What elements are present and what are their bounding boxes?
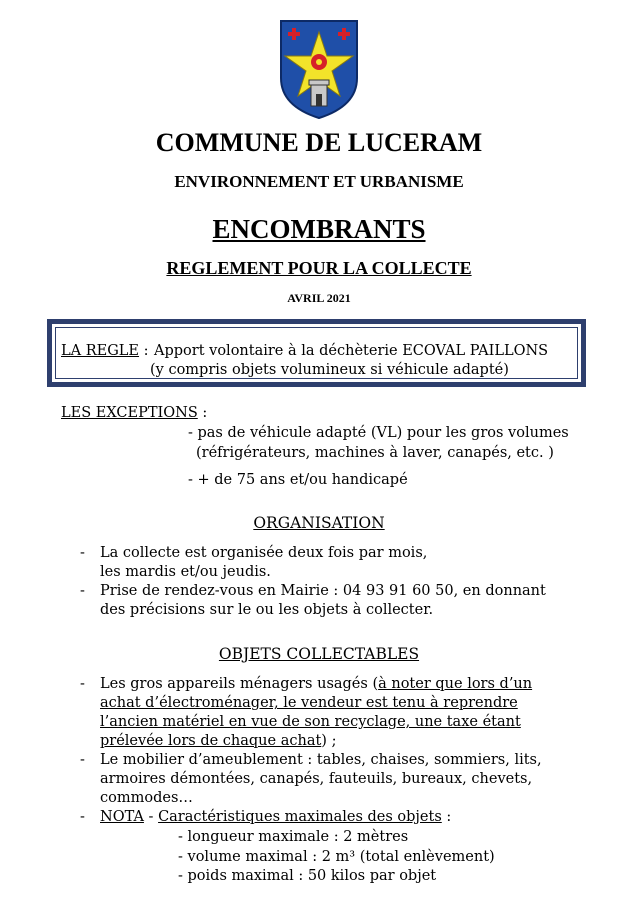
rule-label-line <box>61 342 149 360</box>
objets-1-line-1-plain: Les gros appareils ménagers usagés ( <box>100 676 379 692</box>
objets-heading: OBJETS COLLECTABLES <box>218 645 420 663</box>
nota-line <box>100 808 451 826</box>
objets-2-line-3: commodes… <box>100 790 193 806</box>
objets-dash-3: - <box>80 809 85 825</box>
objets-2-line-2: armoires démontées, canapés, fauteuils, bureaux, chevets, <box>100 771 533 787</box>
organisation-2-line-1: Prise de rendez-vous en Mairie : 04 93 91 60 50, en donnant <box>100 583 546 599</box>
objets-dash-2: - <box>80 752 85 768</box>
document-date: AVRIL 2021 <box>287 291 351 305</box>
exception-2: - + de 75 ans et/ou handicapé <box>188 472 408 488</box>
commune-name: COMMUNE DE LUCERAM <box>155 128 483 157</box>
organisation-2-line-2: des précisions sur le ou les objets à collecter. <box>100 602 434 618</box>
objets-1-line-4-underlined: prélevée lors de chaque achat <box>100 733 322 749</box>
organisation-1-line-1: La collecte est organisée deux fois par mois, <box>100 545 428 561</box>
exceptions-label-line <box>61 404 207 422</box>
objets-1-line-4-plain: ) ; <box>321 733 337 749</box>
organisation-dash-2: - <box>80 583 85 599</box>
objets-1-line-3: l’ancien matériel en vue de son recyclage, une taxe étant <box>100 714 521 730</box>
nota-sep: - <box>143 809 159 825</box>
service-name: ENVIRONNEMENT ET URBANISME <box>174 172 464 191</box>
limit-volume: - volume maximal : 2 m³ (total enlèvement) <box>178 849 495 865</box>
organisation-1-line-2: les mardis et/ou jeudis. <box>100 564 271 580</box>
rule-label-colon: : <box>139 343 149 359</box>
exception-1-line-2: (réfrigérateurs, machines à laver, canapés, etc. ) <box>196 445 554 461</box>
limit-length: - longueur maximale : 2 mètres <box>178 829 409 845</box>
rule-line-1: Apport volontaire à la déchèterie ECOVAL PAILLONS <box>154 343 549 359</box>
limit-weight: - poids maximal : 50 kilos par objet <box>178 868 437 884</box>
organisation-dash-1: - <box>80 545 85 561</box>
objets-1-line-1 <box>100 675 532 693</box>
coat-of-arms-icon <box>278 18 360 120</box>
nota-text: Caractéristiques maximales des objets <box>158 809 442 825</box>
rule-line-2: (y compris objets volumineux si véhicule adapté) <box>150 362 509 378</box>
document-title: ENCOMBRANTS <box>212 214 426 244</box>
objets-1-line-2: achat d’électroménager, le vendeur est tenu à reprendre <box>100 695 518 711</box>
objets-2-line-1: Le mobilier d’ameublement : tables, chaises, sommiers, lits, <box>100 752 542 768</box>
document-subtitle: REGLEMENT POUR LA COLLECTE <box>166 258 472 278</box>
nota-label: NOTA <box>100 809 144 825</box>
nota-colon: : <box>441 809 452 825</box>
organisation-heading: ORGANISATION <box>253 514 385 532</box>
exceptions-colon: : <box>197 405 208 421</box>
exceptions-label: LES EXCEPTIONS <box>61 405 198 421</box>
objets-1-line-1-underlined: à noter que lors d’un <box>378 676 533 692</box>
objets-1-line-4 <box>100 732 336 750</box>
objets-dash-1: - <box>80 676 85 692</box>
exception-1-line-1: - pas de véhicule adapté (VL) pour les gros volumes <box>188 425 569 441</box>
rule-label: LA REGLE <box>61 343 140 359</box>
